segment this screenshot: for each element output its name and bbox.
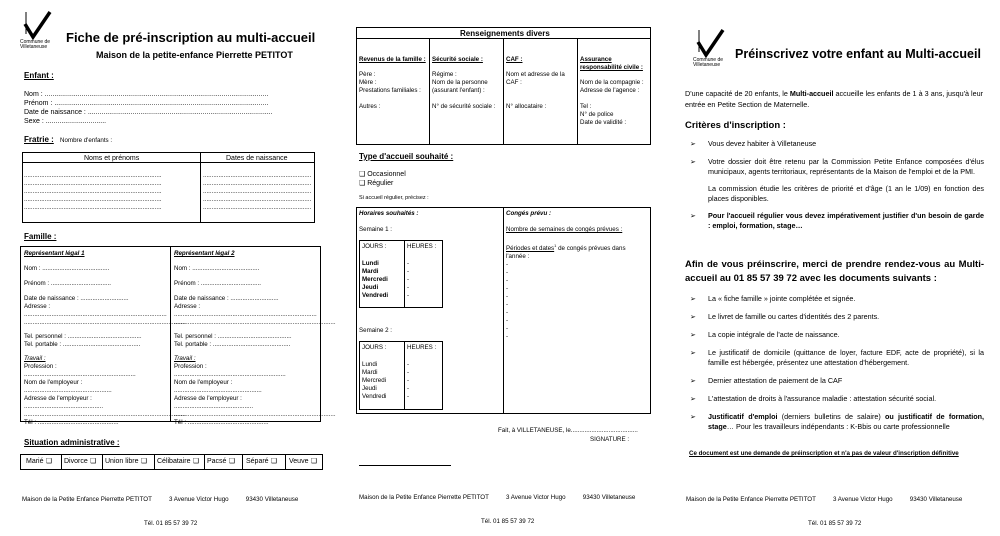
footer-2: Maison de la Petite Enfance Pierrette PETITOT 3 Avenue Victor Hugo 93430 Villetaneuse Tél. 01 85 57 39 72 xyxy=(359,494,636,525)
enfant-prenom-field[interactable]: Prénom : .............................................................................................................. xyxy=(24,100,269,107)
checkmark-logo-icon xyxy=(24,10,52,40)
semaine2-label: Semaine 2 : xyxy=(359,327,393,334)
famille-heading: Famille : xyxy=(24,232,57,241)
situation-marie[interactable]: Marié ❏ xyxy=(26,457,52,466)
rep2-dob[interactable]: Date de naissance : ............................ xyxy=(174,295,279,302)
fratrie-dates-rows[interactable]: ............................................................... ............................................................... ............................................................... ............................................................... ............................................................... xyxy=(203,172,312,211)
rep1-nom[interactable]: Nom : ....................................... xyxy=(24,265,110,272)
situation-separe[interactable]: Séparé ❏ xyxy=(246,457,277,466)
rep1-employeur[interactable]: Nom de l'employeur : ................................................... xyxy=(24,379,112,394)
doc-4: ➢ Le justificatif de domicile (quittance de loyer, facture EDF, acte de propriété), si la famille est hébergée, présentez une attestation d'hébergement. xyxy=(690,348,984,368)
rep1-dob[interactable]: Date de naissance : ............................ xyxy=(24,295,129,302)
accueil-regulier[interactable]: ❑ Régulier xyxy=(359,179,394,187)
enfant-sexe-field[interactable]: Sexe : ............................... xyxy=(24,118,107,125)
commission-text: La commission étudie les critères de priorité et d'âge (1 an le 1/09) en fonction des places disponibles. xyxy=(708,184,984,203)
divers-caf: CAF : Nom et adresse de la CAF : N° allocataire : xyxy=(506,56,565,110)
accueil-heading: Type d'accueil souhaité : xyxy=(359,152,454,161)
fait-a-line[interactable]: Fait, à VILLETANEUSE, le....................................... xyxy=(498,427,638,434)
logo-text-4: Villetaneuse xyxy=(693,62,721,68)
situation-divorce[interactable]: Divorce ❏ xyxy=(64,457,96,466)
doc-2: ➢ Le livret de famille ou cartes d'identités des 2 parents. xyxy=(690,312,984,322)
form-title: Fiche de pré-inscription au multi-accueil xyxy=(66,30,316,45)
rep1-adresse[interactable]: Adresse : ................................................................................... xyxy=(24,303,167,318)
divers-secu: Sécurité sociale : Régime : Nom de la personne (assurant l'enfant) : N° de sécurité sociale : xyxy=(432,56,496,110)
accueil-note: Si accueil régulier, précisez : xyxy=(359,195,429,201)
critere-3: ➢ Pour l'accueil régulier vous devez impérativement justifier d'un besoin de garde : emploi, formation, stage… xyxy=(690,211,984,231)
doc-3: ➢ La copie intégrale de l'acte de naissance. xyxy=(690,330,984,340)
situation-celibataire[interactable]: Célibataire ❏ xyxy=(157,457,199,466)
divers-revenus: Revenus de la famille : Père : Mère : Prestations familiales : Autres : xyxy=(359,56,426,110)
flyer-intro: D'une capacité de 20 enfants, le Multi-accueil accueille les enfants de 1 à 3 ans, jusqu'à leur entrée en Petite Section de Maternelle. xyxy=(685,89,983,109)
fratrie-note: Nombre d'enfants : xyxy=(60,137,113,144)
divers-title: Renseignements divers xyxy=(460,29,550,38)
villetaneuse-logo xyxy=(20,10,60,48)
rep1-prenom[interactable]: Prénom : ................................... xyxy=(24,280,111,287)
critere-1: ➢ Vous devez habiter à Villetaneuse xyxy=(690,139,984,149)
rep1-block: Représentant légal 1 Nom : ....................................... Prénom : ................................... Date de naissance : ............................ Adresse : ................................................................................... .............................................................................................. Tel. personnel : ........................................... Tel. portable : ............................................. Travail : Profession : ................................................................. Nom de l'employeur : ................................................... Adresse de l'employeur : .............................................. .............................................................................................. Tél : ............................................... xyxy=(24,250,186,426)
critere-bold-list xyxy=(690,211,984,239)
rep2-tel[interactable]: Tél : ............................................... xyxy=(174,419,269,426)
rep2-tel-perso[interactable]: Tel. personnel : ........................................... xyxy=(174,333,292,340)
situation-heading: Situation administrative : xyxy=(24,438,120,447)
footer-3: Maison de la Petite Enfance Pierrette PETITOT 3 Avenue Victor Hugo 93430 Villetaneuse Tél. 01 85 57 39 72 xyxy=(686,496,963,527)
situation-veuve[interactable]: Veuve ❏ xyxy=(289,457,317,466)
doc-5: ➢ Dernier attestation de paiement de la CAF xyxy=(690,376,984,386)
fratrie-names-rows[interactable]: ................................................................................ ................................................................................ ................................................................................ ................................................................................ ................................................................................ xyxy=(24,172,162,211)
doc-7: ➢ Justificatif d'emploi (derniers bulletins de salaire) ou justificatif de formation, stage… Pour les travailleurs indépendants : K-Bbis ou carte professionnelle xyxy=(690,412,984,432)
checkmark-logo-icon-2 xyxy=(697,28,725,58)
rdv-text: Afin de vous préinscrire, merci de prendre rendez-vous au Multi-accueil au 01 85 57 39 72 avec les documents suivants : xyxy=(685,259,984,284)
doc-1: ➢ La « fiche famille » jointe complétée et signée. xyxy=(690,294,984,304)
accueil-occasionnel[interactable]: ❑ Occasionnel xyxy=(359,170,406,178)
rep1-tel-port[interactable]: Tel. portable : ............................................. xyxy=(24,341,141,348)
enfant-heading: Enfant : xyxy=(24,71,54,80)
semaine1-label: Semaine 1 : xyxy=(359,226,393,233)
form-subtitle: Maison de la petite-enfance Pierrette PETITOT xyxy=(96,50,293,60)
fratrie-col-dates: Dates de naissance xyxy=(226,155,288,162)
semaine2-jours: JOURS : Lundi Mardi Mercredi Jeudi Vendredi xyxy=(362,344,387,400)
criteres-list xyxy=(690,139,984,183)
docs-list xyxy=(690,294,984,440)
disclaimer: Ce document est une demande de préinscription et n'a pas de valeur d'inscription définitive xyxy=(689,450,959,457)
enfant-dob-field[interactable]: Date de naissance : ............................................................................................... xyxy=(24,109,273,116)
critere-2: ➢ Votre dossier doit être retenu par la Commission Petite Enfance composées d'élus municipaux, agents territoriaux, représentants de la Maison de l'emploi et de la PMI. xyxy=(690,157,984,177)
logo-text-2: Villetaneuse xyxy=(20,44,48,50)
enfant-nom-field[interactable]: Nom : ................................................................................................................... xyxy=(24,91,269,98)
villetaneuse-logo-2 xyxy=(693,28,733,66)
criteres-heading: Critères d'inscription : xyxy=(685,120,786,131)
situation-union-libre[interactable]: Union libre ❏ xyxy=(105,457,147,466)
fratrie-col-names: Noms et prénoms xyxy=(84,155,140,162)
rep2-employeur[interactable]: Nom de l'employeur : ................................................... xyxy=(174,379,262,394)
rep1-profession[interactable]: Profession : ................................................................. xyxy=(24,363,136,378)
signature-label: SIGNATURE : xyxy=(590,436,630,443)
doc-6: ➢ L'attestation de droits à l'assurance maladie : attestation sécurité social. xyxy=(690,394,984,404)
rep2-profession[interactable]: Profession : ................................................................. xyxy=(174,363,286,378)
rep2-tel-port[interactable]: Tel. portable : ............................................. xyxy=(174,341,291,348)
situation-pacse[interactable]: Pacsé ❏ xyxy=(207,457,235,466)
rep2-nom[interactable]: Nom : ....................................... xyxy=(174,265,260,272)
semaine1-heures[interactable]: HEURES : - - - - - xyxy=(407,243,437,299)
rep2-adr-employeur[interactable]: Adresse de l'employeur : .............................................. xyxy=(174,395,254,410)
rep2-adresse[interactable]: Adresse : ................................................................................... xyxy=(174,303,317,318)
logo-text-3: Commune de xyxy=(693,57,724,63)
logo-text-1: Commune de xyxy=(20,39,51,45)
divers-assurance: Assurance responsabilité civile : Nom de la compagnie : Adresse de l'agence : Tel : N° de police Date de validité : xyxy=(580,56,644,126)
footer-1: Maison de la Petite Enfance Pierrette PETITOT 3 Avenue Victor Hugo 93430 Villetaneuse Tél. 01 85 57 39 72 xyxy=(22,496,299,527)
semaine1-jours: JOURS : Lundi Mardi Mercredi Jeudi Vendredi xyxy=(362,243,389,299)
semaine2-heures[interactable]: HEURES : - - - - - xyxy=(407,344,437,400)
rep2-block: Représentant légal 2 Nom : ....................................... Prénom : ................................... Date de naissance : ............................ Adresse : ................................................................................... .............................................................................................. Tel. personnel : ........................................... Tel. portable : ............................................. Travail : Profession : ................................................................. Nom de l'employeur : ................................................... Adresse de l'employeur : .............................................. .............................................................................................. Tél : ............................................... xyxy=(174,250,336,426)
flyer-title: Préinscrivez votre enfant au Multi-accueil xyxy=(735,47,981,61)
rep1-tel[interactable]: Tél : ............................................... xyxy=(24,419,119,426)
fratrie-heading: Fratrie : xyxy=(24,135,54,144)
rep1-tel-perso[interactable]: Tel. personnel : ........................................... xyxy=(24,333,142,340)
rep1-adr-employeur[interactable]: Adresse de l'employeur : .............................................. xyxy=(24,395,104,410)
rep2-prenom[interactable]: Prénom : ................................... xyxy=(174,280,261,287)
conges-block: Congés prévu : Nombre de semaines de congés prévues : Périodes et dates$^1$ de congés prévues dans l'année : - - - - - - - - - - xyxy=(506,210,626,341)
horaires-label: Horaires souhaités : xyxy=(359,210,419,217)
